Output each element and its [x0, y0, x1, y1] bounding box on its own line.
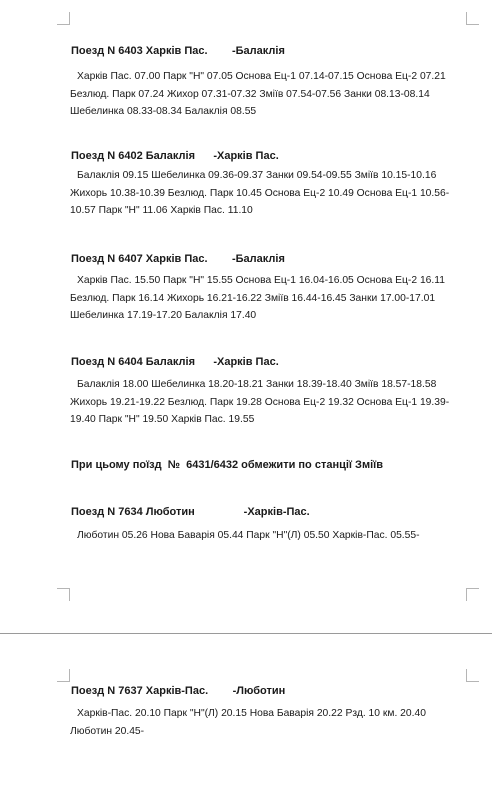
- document-page-2: [0, 637, 492, 800]
- train-6407-schedule: Харків Пас. 15.50 Парк "Н" 15.55 Основа Ец-1 16.04-16.05 Основа Ец-2 16.11 Безлюд. Парк 16.14 Жихорь 16.21-16.22 Зміїв 16.44-16.45 Занки 17.00-17.01 Шебелинка 17.19-17.20 Балаклія 17.40: [70, 275, 445, 321]
- train-6404-heading: Поезд N 6404 Балаклія -Харків Пас.: [71, 356, 279, 368]
- train-6403-schedule: Харків Пас. 07.00 Парк "Н" 07.05 Основа Ец-1 07.14-07.15 Основа Ец-2 07.21 Безлюд. Парк 07.24 Жихор 07.31-07.32 Зміїв 07.54-07.56 Занки 08.13-08.14 Шебелинка 08.33-08.34 Балаклія 08.55: [70, 71, 446, 117]
- train-7637-schedule: Харків-Пас. 20.10 Парк "Н"(Л) 20.15 Нова Баварія 20.22 Рзд. 10 км. 20.40 Люботин 20.45-: [70, 708, 426, 737]
- train-7634-heading: Поезд N 7634 Люботин -Харків-Пас.: [71, 506, 310, 518]
- train-6402-schedule: Балаклія 09.15 Шебелинка 09.36-09.37 Занки 09.54-09.55 Зміїв 10.15-10.16 Жихорь 10.38-10.39 Безлюд. Парк 10.45 Основа Ец-2 10.49 Основа Ец-1 10.56-10.57 Парк "Н" 11.06 Харків Пас. 11.10: [70, 170, 450, 216]
- train-6407-heading: Поезд N 6407 Харків Пас. -Балаклія: [71, 253, 285, 265]
- train-6404-schedule: Балаклія 18.00 Шебелинка 18.20-18.21 Занки 18.39-18.40 Зміїв 18.57-18.58 Жихорь 19.21-19.22 Безлюд. Парк 19.28 Основа Ец-2 19.32 Основа Ец-1 19.39-19.40 Парк "Н" 19.50 Харків Пас. 19.55: [70, 379, 450, 425]
- train-6402-heading: Поезд N 6402 Балаклія -Харків Пас.: [71, 150, 279, 162]
- crop-mark-top-right: [466, 12, 479, 25]
- crop-mark-bottom-left: [57, 588, 70, 601]
- crop-mark-top-left: [57, 669, 70, 682]
- crop-mark-bottom-right: [466, 588, 479, 601]
- crop-mark-top-right: [466, 669, 479, 682]
- crop-mark-top-left: [57, 12, 70, 25]
- restriction-note: При цьому поїзд № 6431/6432 обмежити по станції Зміїв: [71, 459, 383, 471]
- train-6403-heading: Поезд N 6403 Харків Пас. -Балаклія: [71, 45, 285, 57]
- train-7634-schedule: Люботин 05.26 Нова Баварія 05.44 Парк "Н"(Л) 05.50 Харків-Пас. 05.55-: [77, 530, 420, 541]
- train-7637-heading: Поезд N 7637 Харків-Пас. -Люботин: [71, 685, 286, 697]
